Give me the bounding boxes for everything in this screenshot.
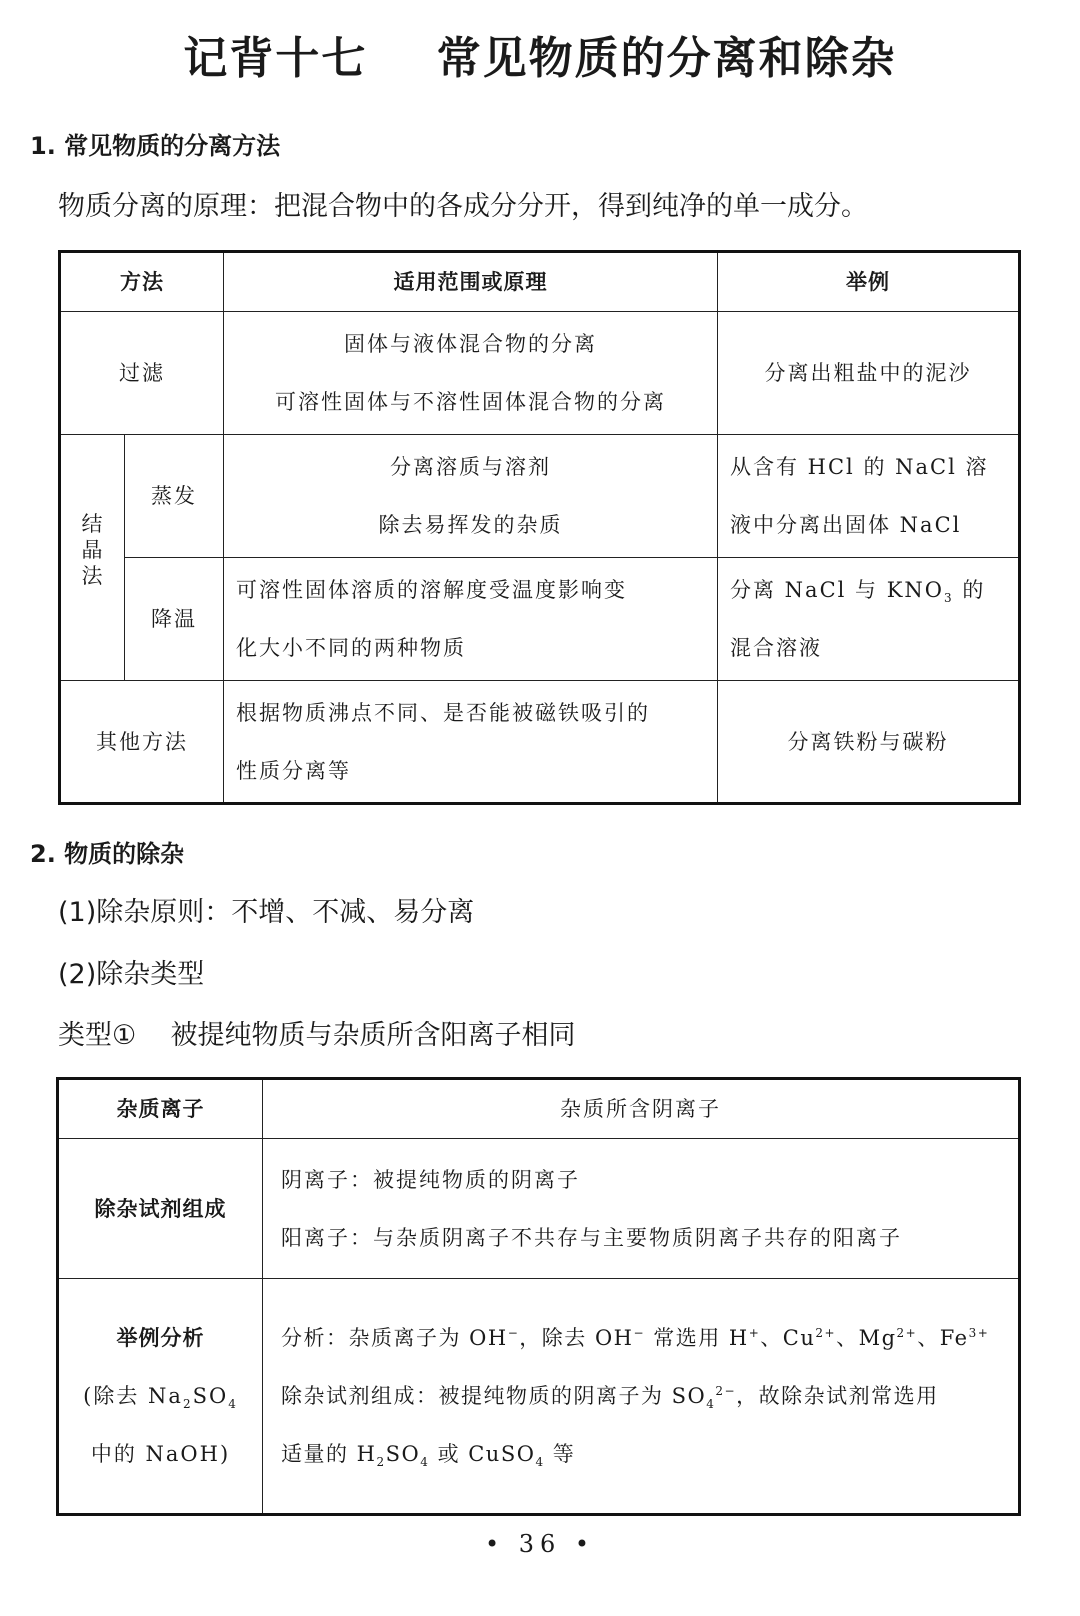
section2-heading: 2. 物质的除杂: [30, 840, 185, 868]
scope-line: 可溶性固体与不溶性固体混合物的分离: [275, 390, 666, 414]
reagent-line: 阴离子：被提纯物质的阴离子: [281, 1167, 580, 1192]
scope-filtration: [224, 312, 718, 435]
table-row-cooling: [60, 558, 1020, 681]
scope-line: 根据物质沸点不同、是否能被磁铁吸引的: [236, 700, 650, 725]
page-number: • 36 •: [484, 1530, 596, 1558]
method-other: 其他方法: [60, 681, 224, 804]
example-evaporation: [718, 435, 1020, 558]
scope-line: 性质分离等: [236, 758, 351, 783]
table-header-row: [60, 252, 1020, 312]
example-line: 混合溶液: [730, 636, 822, 660]
example-analysis-sub2: 中的 NaOH): [90, 1442, 231, 1466]
method-evaporation: 蒸发: [125, 435, 224, 558]
value-impurity-ion: 杂质所含阴离子: [263, 1079, 1020, 1139]
method-filtration: 过滤: [60, 312, 224, 435]
method-cooling: 降温: [125, 558, 224, 681]
table-row-other: [60, 681, 1020, 804]
example-other: 分离铁粉与碳粉: [718, 681, 1020, 804]
example-analysis-title: 举例分析: [116, 1326, 205, 1350]
table-row-filtration: [60, 312, 1020, 435]
separation-principle: 物质分离的原理：把混合物中的各成分分开，得到纯净的单一成分。: [58, 191, 868, 222]
scope-line: 分离溶质与溶剂: [390, 455, 551, 479]
purification-principle: (1)除杂原则：不增、不减、易分离: [58, 897, 475, 928]
analysis-line: 适量的 $H_2SO_4$ 或 CuSO$_4$ 等: [281, 1442, 576, 1470]
scope-cooling: [224, 558, 718, 681]
row-reagent-composition: [58, 1139, 1020, 1279]
example-filtration: 分离出粗盐中的泥沙: [718, 312, 1020, 435]
analysis-line: 分析：杂质离子为 OH−，除去 OH− 常选用 H+、$Cu^{2+}$、$Mg^{2+}$、$Fe^{3+}$: [281, 1326, 990, 1350]
reagent-line: 阳离子：与杂质阴离子不共存与主要物质阴离子共存的阳离子: [281, 1225, 902, 1250]
example-cooling: [718, 558, 1020, 681]
example-analysis-sub1: (除去 $Na_2SO_4$: [83, 1384, 238, 1412]
scope-line: 除去易挥发的杂质: [378, 513, 563, 537]
example-line: 分离 NaCl 与 $KNO_3$ 的: [730, 578, 986, 606]
row-impurity-ion: [58, 1079, 1020, 1139]
header-method: 方法: [60, 252, 224, 312]
crystallization-label: 结晶法: [81, 511, 105, 588]
type1-heading: 类型① 被提纯物质与杂质所含阳离子相同: [58, 1020, 576, 1051]
page-title: 记背十七 常见物质的分离和除杂: [183, 33, 897, 84]
example-line: 液中分离出固体 NaCl: [730, 513, 962, 537]
method-crystallization: [60, 435, 125, 681]
row-example-analysis: [58, 1279, 1020, 1515]
label-example-analysis: [58, 1279, 263, 1515]
value-reagent-composition: [263, 1139, 1020, 1279]
scope-line: 可溶性固体溶质的溶解度受温度影响变: [236, 578, 627, 602]
table-row-evaporation: [60, 435, 1020, 558]
header-example: 举例: [718, 252, 1020, 312]
scope-other: [224, 681, 718, 804]
label-impurity-ion: 杂质离子: [58, 1079, 263, 1139]
label-reagent-composition: 除杂试剂组成: [58, 1139, 263, 1279]
analysis-line: 除杂试剂组成：被提纯物质的阴离子为 $SO_4^{2-}$，故除杂试剂常选用: [281, 1384, 939, 1412]
impurity-removal-table: [56, 1077, 1021, 1516]
scope-line: 化大小不同的两种物质: [236, 636, 466, 660]
section1-heading: 1. 常见物质的分离方法: [30, 132, 281, 160]
separation-methods-table: [58, 250, 1021, 805]
example-line: 从含有 HCl 的 NaCl 溶: [730, 455, 989, 479]
value-example-analysis: [263, 1279, 1020, 1515]
purification-types-heading: (2)除杂类型: [58, 959, 205, 990]
header-scope: 适用范围或原理: [224, 252, 718, 312]
scope-line: 固体与液体混合物的分离: [344, 332, 597, 356]
scope-evaporation: [224, 435, 718, 558]
